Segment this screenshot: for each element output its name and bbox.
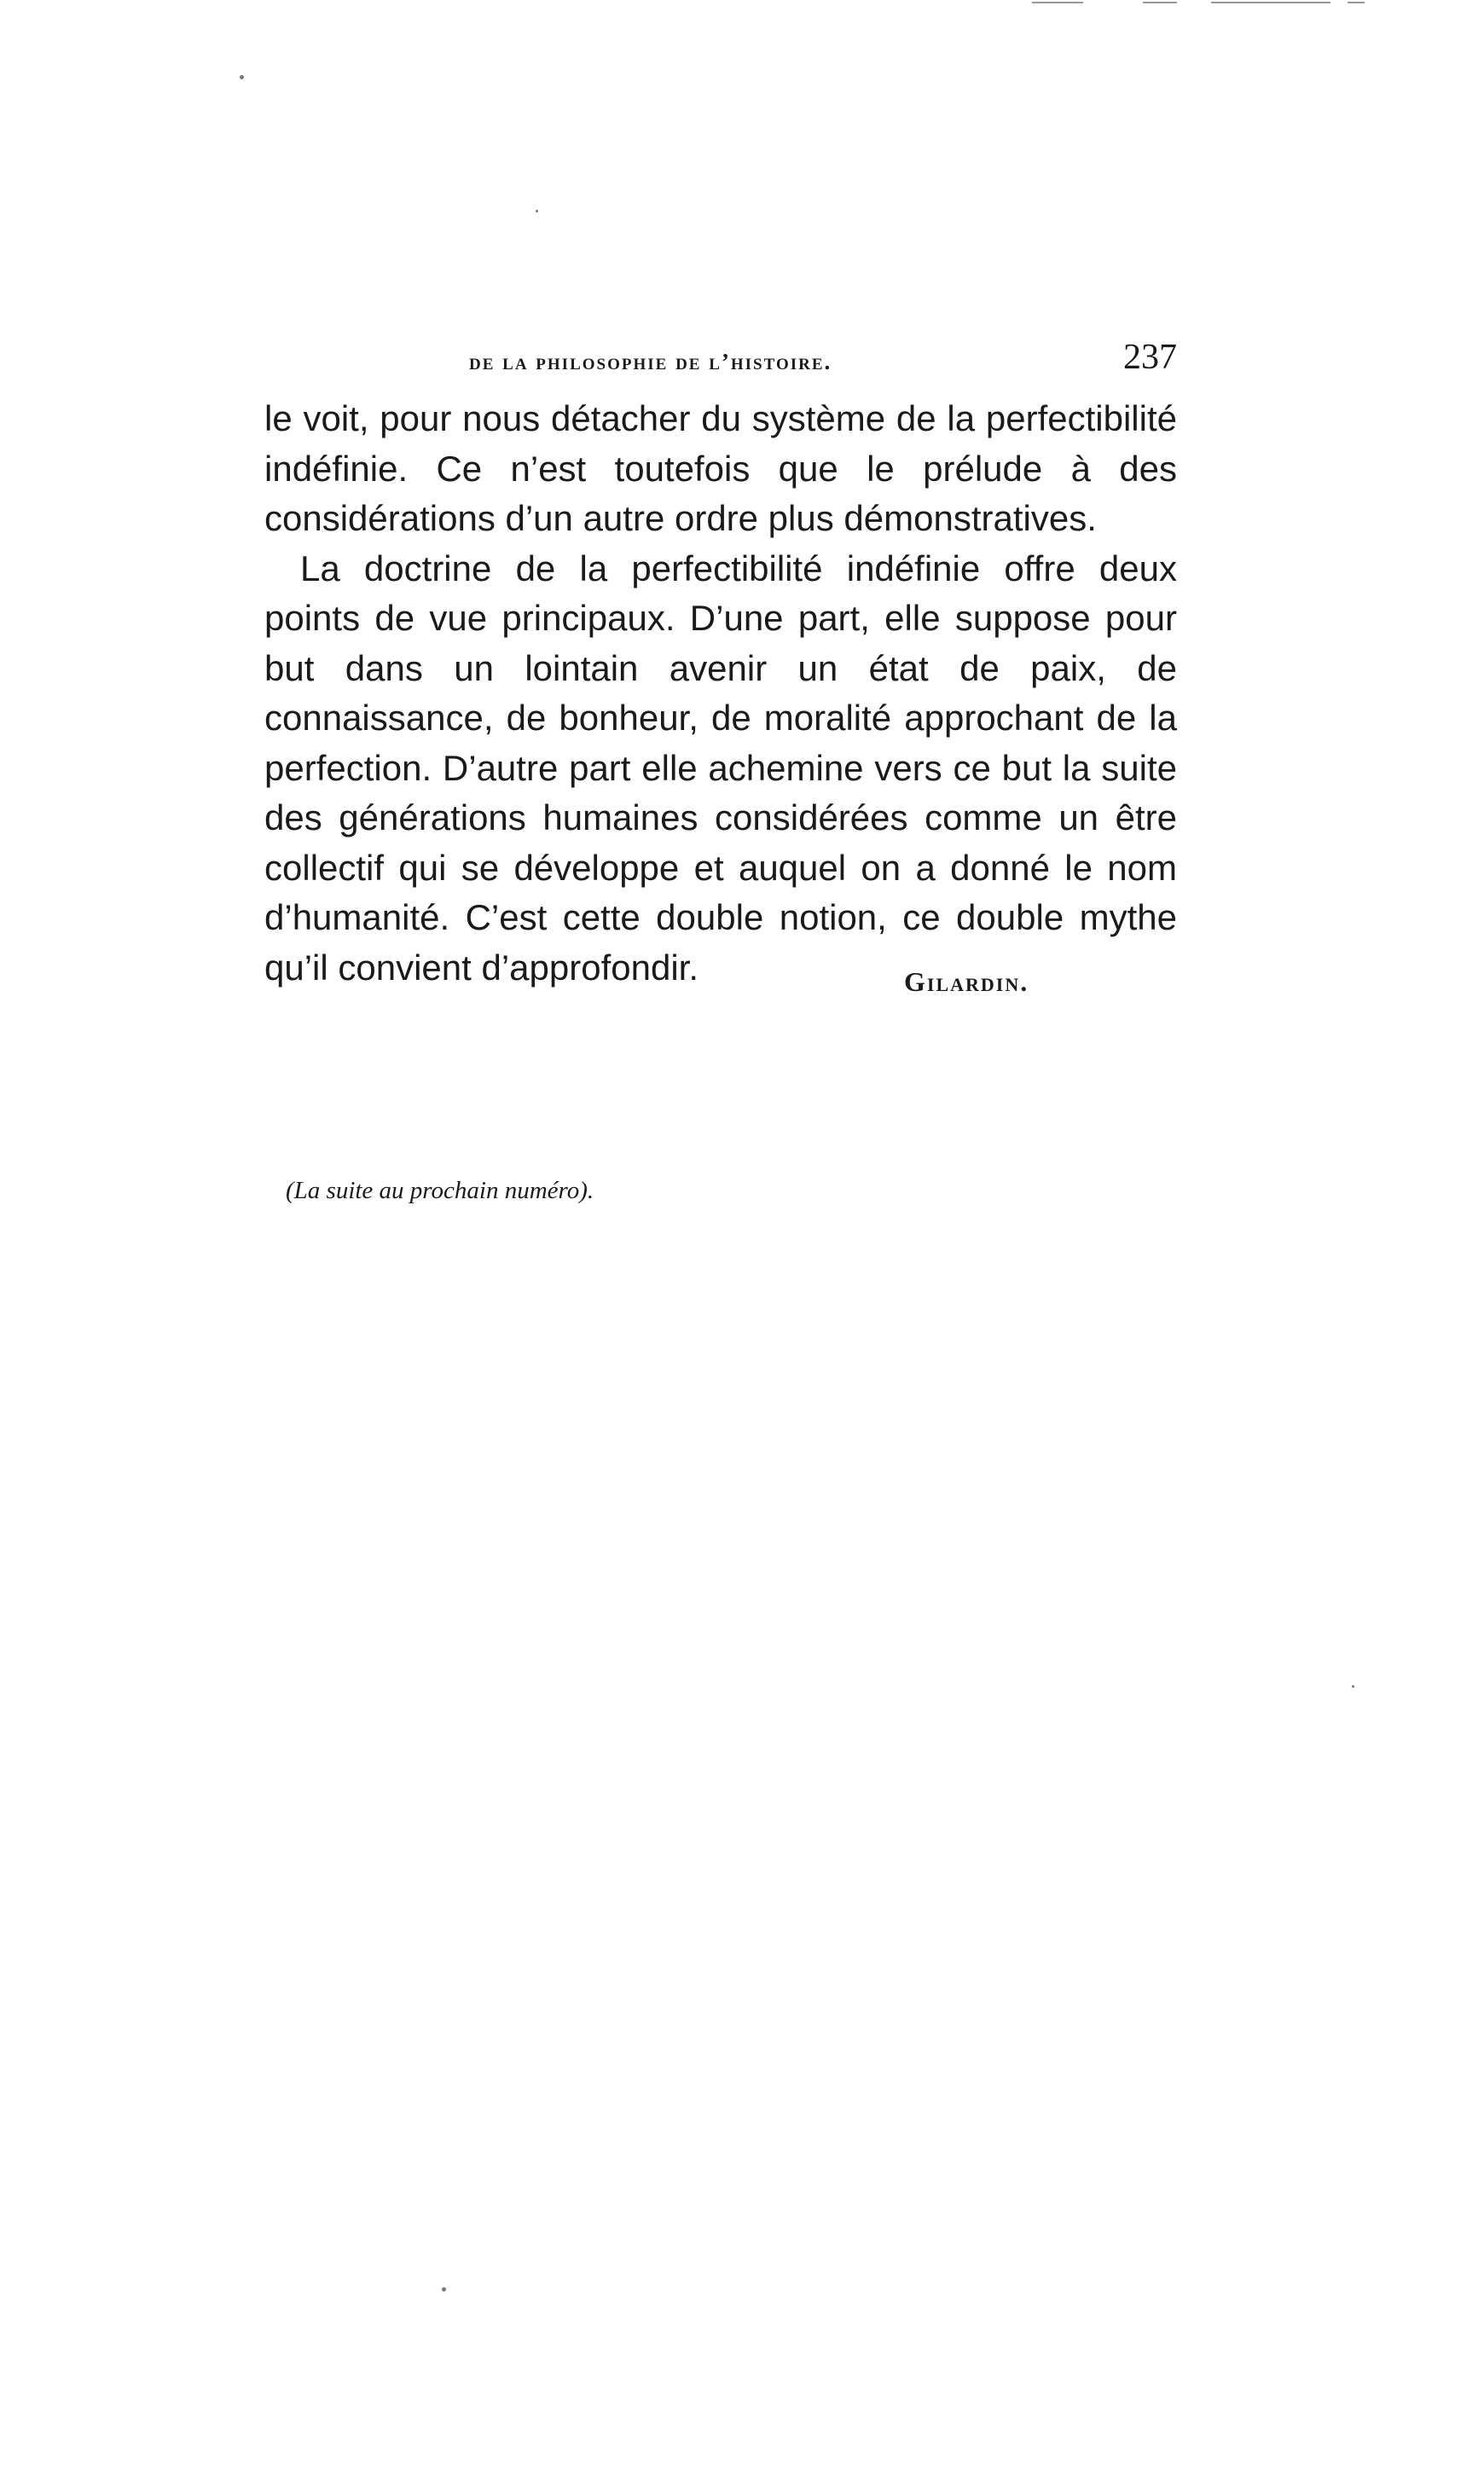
paragraph: le voit, pour nous détacher du système de la perfectibilité indéfinie. Ce n’est toutefois que le prélude à des considérations d’un autre ordre plus démonstratives. [264,398,1177,538]
paragraph: La doctrine de la perfectibilité indéfinie offre deux points de vue principaux. D’une part, elle suppose pour but dans un lointain avenir un état de paix, de connaissance, de bonheur, de moralité approchant de la perfection. D’autre part elle achemine vers ce but la suite des générations humaines considérées comme un être collectif qui se développe et auquel on a donné le nom d’humanité. C’est cette double notion, ce double mythe qu’il convient d’approfondir. [264,548,1177,988]
body-text [264,394,1177,993]
scan-speck [240,75,244,79]
scan-speck [536,210,538,212]
scan-speck [1352,1685,1354,1688]
scan-edge-mark [1143,2,1177,3]
scan-speck [442,2287,446,2292]
running-head [264,337,1177,388]
scan-edge-mark [1348,2,1365,3]
page-number: 237 [1123,338,1177,377]
scan-edge-mark [1032,2,1083,3]
running-title: de la philosophie de l’histoire. [469,349,832,374]
continuation-note: (La suite au prochain numéro). [286,1177,594,1204]
scan-edge-mark [1211,2,1330,3]
author-signature: Gilardin. [904,966,1029,997]
